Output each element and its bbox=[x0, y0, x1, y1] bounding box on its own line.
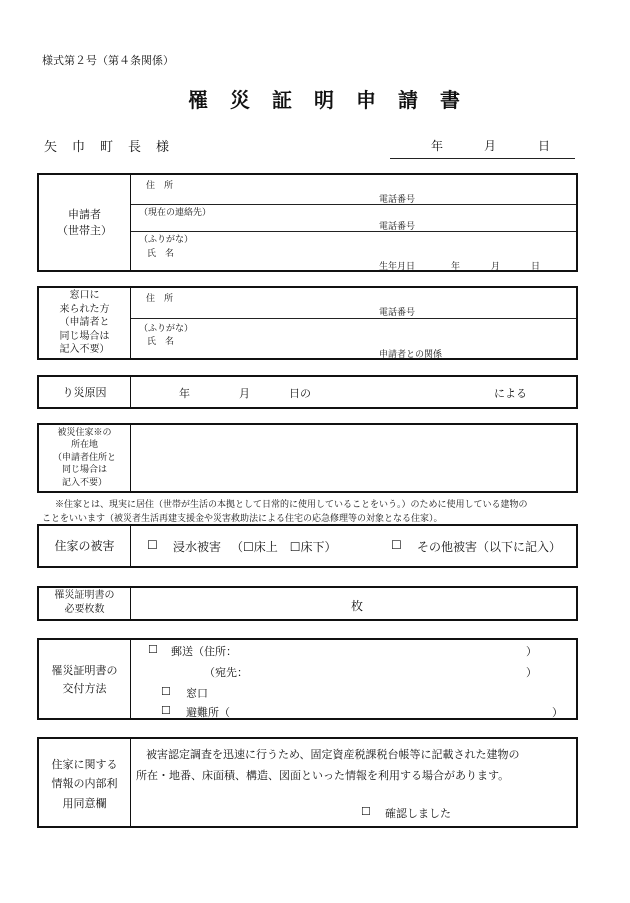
applicant-birth-label: 生年月日 bbox=[379, 262, 416, 272]
cause-by: による bbox=[494, 387, 527, 400]
form-number: 様式第２号（第４条関係） bbox=[42, 54, 174, 67]
visitor-phone-label: 電話番号 bbox=[379, 308, 416, 318]
applicant-phone-label: 電話番号 bbox=[379, 195, 416, 205]
applicant-section bbox=[37, 173, 578, 272]
mail-checkbox[interactable]: ☐ bbox=[148, 643, 158, 656]
mail-dest-label: （宛先： bbox=[204, 666, 248, 679]
cause-year: 年 bbox=[179, 387, 190, 400]
shelter-label: 避難所（ bbox=[186, 706, 230, 719]
visitor-address-label: 住 所 bbox=[146, 294, 174, 304]
cause-month: 月 bbox=[239, 387, 250, 400]
cause-label: り災原因 bbox=[62, 386, 107, 399]
date-underline bbox=[390, 158, 575, 159]
consent-text-line2: 所在・地番、床面積、構造、図面といった情報を利用する場合があります。 bbox=[136, 769, 510, 782]
date-day: 日 bbox=[538, 139, 551, 153]
flood-checkbox[interactable]: ☐ bbox=[147, 538, 158, 552]
date-month: 月 bbox=[484, 139, 497, 153]
damage-section bbox=[37, 524, 578, 568]
confirm-checkbox[interactable]: ☐ bbox=[361, 805, 371, 818]
birth-day-label: 日 bbox=[531, 262, 541, 272]
location-label: 被災住家※の 所在地 （申請者住所と 同じ場合は 記入不要） bbox=[52, 428, 116, 488]
consent-label: 住家に関する 情報の内部利 用同意欄 bbox=[51, 758, 118, 810]
visitor-name-label: 氏 名 bbox=[147, 337, 175, 347]
consent-text-line1: 被害認定調査を迅速に行うため、固定資産税課税台帳等に記載された建物の bbox=[146, 748, 520, 761]
flood-label: 浸水被害 bbox=[173, 540, 222, 554]
birth-month-label: 月 bbox=[491, 262, 501, 272]
consent-section bbox=[37, 737, 578, 828]
shelter-checkbox[interactable]: ☐ bbox=[161, 704, 171, 717]
visitor-furigana-label: （ふりがな） bbox=[139, 324, 194, 334]
date-year: 年 bbox=[431, 139, 444, 153]
confirm-label: 確認しました bbox=[385, 807, 451, 820]
applicant-label: 申請者 （世帯主） bbox=[57, 208, 112, 237]
copies-section bbox=[37, 586, 578, 621]
copies-unit: 枚 bbox=[351, 599, 364, 613]
dest-close: ） bbox=[526, 666, 537, 679]
other-damage-label: その他被害（以下に記入） bbox=[417, 540, 562, 554]
window-checkbox[interactable]: ☐ bbox=[161, 685, 171, 698]
copies-label: 罹災証明書の 必要枚数 bbox=[54, 590, 115, 615]
visitor-relation-label: 申請者との関係 bbox=[379, 350, 443, 360]
note-line1: ※住家とは、現実に居住（世帯が生活の本拠として日常的に使用していることをいう。）のために使用している建物の bbox=[55, 500, 528, 510]
applicant-contact-label: （現在の連絡先） bbox=[139, 208, 212, 218]
window-label: 窓口 bbox=[186, 687, 208, 700]
applicant-address-label: 住 所 bbox=[146, 181, 174, 191]
applicant-name-label: 氏 名 bbox=[147, 249, 175, 259]
delivery-section bbox=[37, 638, 578, 720]
visitor-section bbox=[37, 286, 578, 360]
shelter-close: ） bbox=[552, 706, 563, 719]
other-damage-checkbox[interactable]: ☐ bbox=[391, 538, 402, 552]
cause-day: 日の bbox=[289, 387, 311, 400]
mail-close: ） bbox=[526, 645, 537, 658]
floor-options[interactable]: （☐床上 ☐床下） bbox=[231, 540, 337, 554]
birth-year-label: 年 bbox=[451, 262, 461, 272]
applicant-contact-phone-label: 電話番号 bbox=[379, 222, 416, 232]
location-section bbox=[37, 423, 578, 493]
damage-label: 住家の被害 bbox=[54, 539, 115, 553]
note-line2: ことをいいます（被災者生活再建支援金や災害救助法による住宅の応急修理等の対象となる住家）。 bbox=[42, 514, 443, 524]
mail-label: 郵送（住所： bbox=[171, 645, 237, 658]
applicant-furigana-label: （ふりがな） bbox=[139, 235, 194, 245]
addressee: 矢巾町長様 bbox=[44, 140, 185, 155]
cause-section bbox=[37, 375, 578, 409]
delivery-label: 罹災証明書の 交付方法 bbox=[51, 664, 118, 695]
visitor-label: 窓口に 来られた方 （申請者と 同じ場合は 記入不要） bbox=[59, 290, 110, 355]
page-title: 罹災証明申請書 bbox=[188, 88, 482, 112]
